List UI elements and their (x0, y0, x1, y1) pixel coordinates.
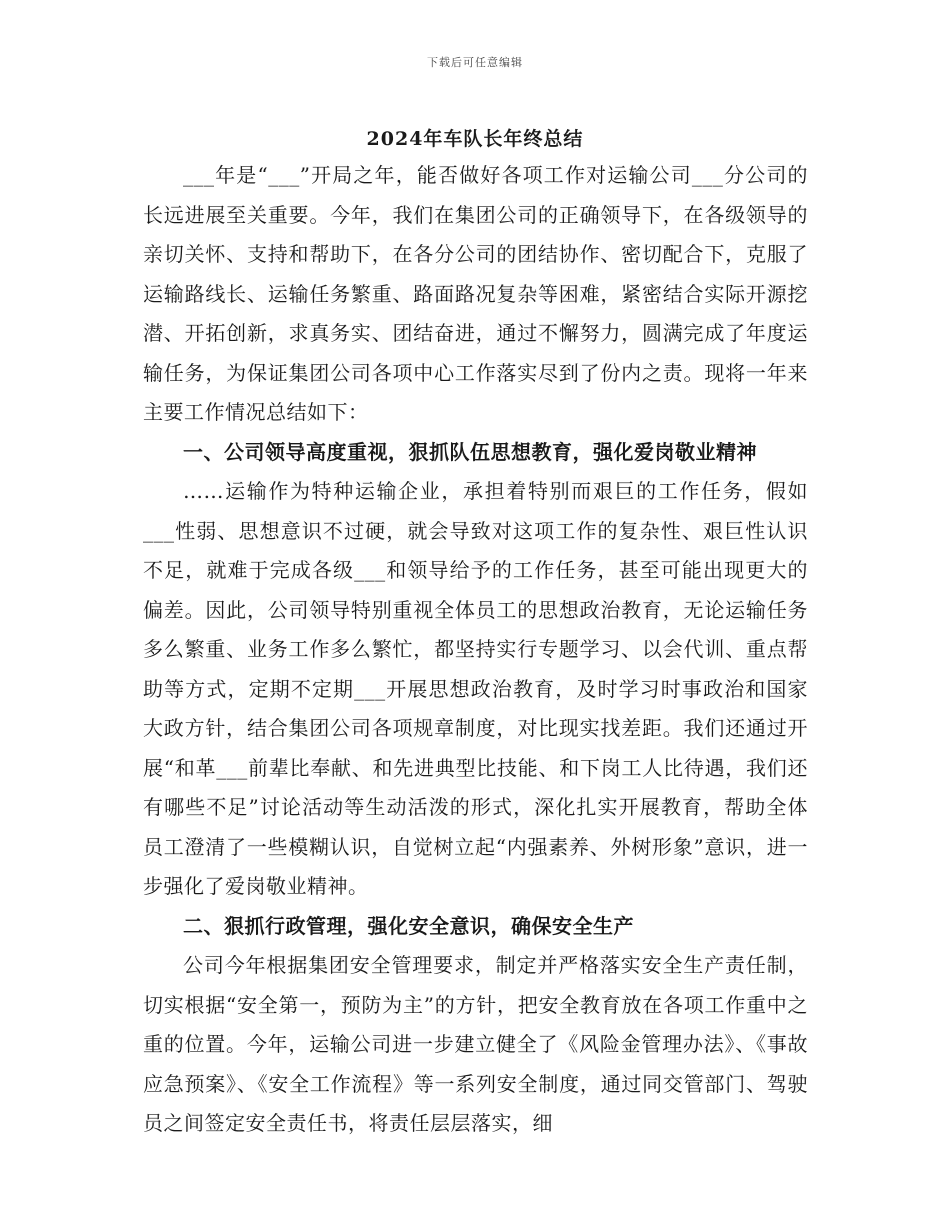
header-note: 下载后可任意编辑 (427, 56, 523, 69)
section-heading-2: 二、狠抓行政管理，强化安全意识，确保安全生产 (183, 913, 634, 938)
document-body (143, 156, 808, 1144)
section-2-paragraph: 公司今年根据集团安全管理要求，制定并严格落实安全生产责任制，切实根据“安全第一，预防为主”的方针，把安全教育放在各项工作重中之重的位置。今年，运输公司进一步建立健全了《风险金管理办法》、《事故应急预案》、《安全工作流程》等一系列安全制度，通过同交管部门、驾驶员之间签定安全责任书，将责任层层落实，细 (143, 953, 808, 1135)
document-title: 2024年车队长年终总结 (366, 128, 584, 150)
section-1-paragraph: ……运输作为特种运输企业，承担着特别而艰巨的工作任务，假如___性弱、思想意识不过硬，就会导致对这项工作的复杂性、艰巨性认识不足，就难于完成各级___和领导给予的工作任务，甚至可能出现更大的偏差。因此，公司领导特别重视全体员工的思想政治教育，无论运输任务多么繁重、业务工作多么繁忙，都坚持实行专题学习、以会代训、重点帮助等方式，定期不定期___开展思想政治教育，及时学习时事政治和国家大政方针，结合集团公司各项规章制度，对比现实找差距。我们还通过开展“和革___前辈比奉献、和先进典型比技能、和下岗工人比待遇，我们还有哪些不足”讨论活动等生动活泼的形式，深化扎实开展教育，帮助全体员工澄清了一些模糊认识，自觉树立起“内强素养、外树形象”意识，进一步强化了爱岗敬业精神。 (143, 479, 808, 898)
intro-paragraph: ___年是“___”开局之年，能否做好各项工作对运输公司___分公司的长远进展至关重要。今年，我们在集团公司的正确领导下，在各级领导的亲切关怀、支持和帮助下，在各分公司的团结协作、密切配合下，克服了运输路线长、运输任务繁重、路面路况复杂等困难，紧密结合实际开源挖潜、开拓创新，求真务实、团结奋进，通过不懈努力，圆满完成了年度运输任务，为保证集团公司各项中心工作落实尽到了份内之责。现将一年来主要工作情况总结如下： (143, 163, 808, 424)
section-heading-1: 一、公司领导高度重视，狠抓队伍思想教育，强化爱岗敬业精神 (183, 439, 757, 464)
